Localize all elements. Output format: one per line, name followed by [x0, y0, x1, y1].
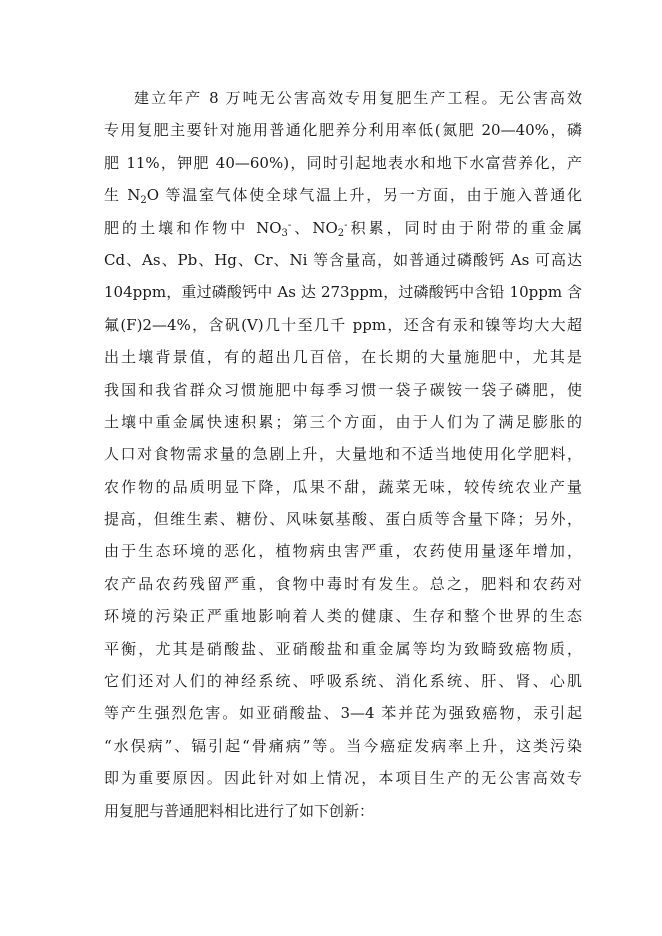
text-segment: 、NO — [291, 218, 338, 237]
subscript: 2 — [337, 227, 345, 239]
text-line: 农产品农药残留严重，食物中毒时有发生。总之，肥料和农药对 — [104, 574, 582, 593]
superscript: - — [344, 219, 348, 231]
text-line: 人口对食物需求量的急剧上升，大量地和不适当地使用化学肥料， — [104, 445, 582, 464]
text-line: 出土壤背景值，有的超出几百倍，在长期的大量施肥中，尤其是 — [104, 348, 582, 367]
text-segment: 积累，同时由于附带的重金属 — [347, 218, 582, 237]
superscript: - — [287, 219, 292, 231]
text-line: 104ppm，重过磷酸钙中 As 达 273ppm，过磷酸钙中含铅 10ppm 含 — [104, 283, 582, 302]
subscript: 3 — [281, 227, 288, 239]
text-line: “水俣病”、镉引起“骨痛病”等。当今癌症发病率上升，这类污染 — [104, 736, 582, 755]
text-line: 即为重要原因。因此针对如上情况，本项目生产的无公害高效专 — [104, 769, 582, 788]
text-line: 由于生态环境的恶化，植物病虫害严重，农药使用量逐年增加， — [104, 542, 582, 561]
text-line: 平衡，尤其是硝酸盐、亚硝酸盐和重金属等均为致畸致癌物质， — [104, 639, 582, 658]
text-line: 提高，但维生素、糖份、风味氨基酸、蛋白质等含量下降；另外， — [104, 510, 582, 529]
text-line: 肥 11%，钾肥 40—60%)，同时引起地表水和地下水富营养化，产 — [104, 153, 582, 172]
text-line: 我国和我省群众习惯施肥中每季习惯一袋子碳铵一袋子磷肥，使 — [104, 380, 582, 399]
text-line: 它们还对人们的神经系统、呼吸系统、消化系统、肝、肾、心肌 — [104, 672, 582, 691]
subscript: 2 — [140, 195, 147, 207]
text-line: 建立年产 8 万吨无公害高效专用复肥生产工程。无公害高效 — [134, 89, 582, 107]
text-line — [104, 179, 582, 211]
text-line: Cd、As、Pb、Hg、Cr、Ni 等含量高，如普通过磷酸钙 As 可高达 — [104, 250, 582, 269]
text-line: 专用复肥主要针对施用普通化肥养分利用率低(氮肥 20—40%，磷 — [104, 121, 582, 140]
text-line: 土壤中重金属快速积累；第三个方面，由于人们为了满足膨胀的 — [104, 412, 582, 431]
text-segment: O 等温室气体使全球气温上升，另一方面，由于施入普通化 — [146, 186, 582, 205]
text-line: 等产生强烈危害。如亚硝酸盐、3—4 苯并芘为强致癌物，汞引起 — [104, 704, 582, 723]
text-line — [104, 212, 582, 244]
text-segment: 肥的土壤和作物中 NO — [104, 218, 282, 237]
text-segment: 生 N — [104, 186, 141, 205]
text-line: 用复肥与普通肥料相比进行了如下创新： — [104, 801, 375, 820]
text-line: 农作物的品质明显下降，瓜果不甜，蔬菜无味，较传统农业产量 — [104, 477, 582, 496]
text-line: 环境的污染正严重地影响着人类的健康、生存和整个世界的生态 — [104, 607, 582, 626]
body-paragraph — [104, 82, 582, 827]
text-line: 氟(F)2—4%，含矾(V)几十至几千 ppm，还含有汞和镍等均大大超 — [104, 315, 582, 334]
